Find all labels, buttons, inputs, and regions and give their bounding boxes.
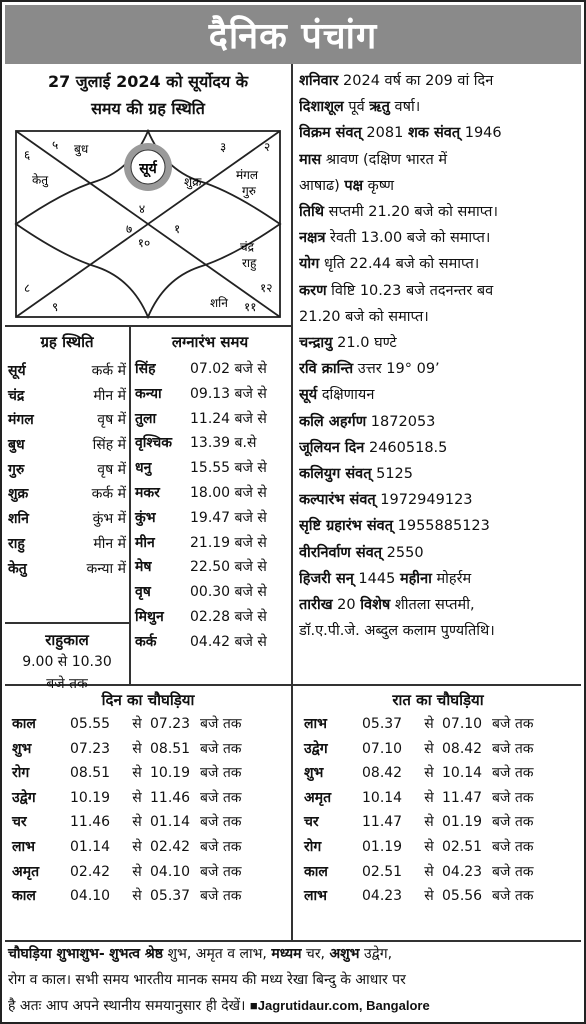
detail-maas: मास श्रावण (दक्षिण भारत में — [299, 151, 448, 168]
choghadiya-tak: बजे तक — [492, 863, 534, 880]
choghadiya-name: अमृत — [304, 789, 332, 806]
note-line3: है अतः आप अपने स्थानीय समयानुसार ही देखें। ■Jagrutidaur.com, Bangalore — [8, 998, 430, 1014]
rahukaal-time: 9.00 से 10.30 — [22, 654, 112, 670]
choghadiya-tak: बजे तक — [492, 765, 534, 782]
choghadiya-start: 05.37 — [362, 716, 403, 732]
choghadiya-end: 08.51 — [150, 740, 191, 757]
page-title: दैनिक पंचांग — [5, 5, 581, 64]
choghadiya-name: उद्वेग — [304, 740, 328, 757]
grah-name: मंगल — [8, 412, 34, 429]
choghadiya-name: काल — [304, 863, 328, 880]
lagnarambh-title: लग्नारंभ समय — [171, 333, 249, 351]
choghadiya-row — [12, 786, 260, 811]
choghadiya-tak: बजे तक — [200, 888, 242, 905]
detail-julian-day: जूलियन दिन 2460518.5 — [299, 439, 448, 456]
choghadiya-name: लाभ — [12, 838, 35, 855]
choghadiya-start: 08.51 — [70, 765, 111, 782]
choghadiya-se: से — [424, 814, 434, 831]
grah-row — [8, 507, 126, 532]
grah-row — [8, 532, 126, 557]
choghadiya-tak: बजे तक — [492, 814, 534, 831]
choghadiya-tak: बजे तक — [492, 838, 534, 855]
grah-rashi: वृष में — [97, 461, 126, 478]
choghadiya-se: से — [132, 814, 142, 831]
lagna-time: 02.28 बजे से — [190, 608, 267, 625]
lagna-name: वृष — [135, 584, 151, 601]
grah-name: बुध — [8, 437, 25, 454]
lagna-name: सिंह — [135, 361, 156, 377]
choghadiya-row — [304, 761, 552, 786]
kundli-house-10: ७ — [126, 222, 133, 236]
choghadiya-end: 07.10 — [442, 716, 483, 732]
lagna-row — [135, 456, 285, 481]
lagna-time: 07.02 बजे से — [190, 361, 267, 377]
lagna-row — [135, 605, 285, 630]
choghadiya-se: से — [424, 863, 434, 880]
detail-karan: करण विष्टि 10.23 बजे तदनन्तर बव — [299, 282, 494, 299]
detail-kali-ahargan: कलि अहर्गण 1872053 — [299, 413, 436, 430]
choghadiya-start: 04.23 — [362, 888, 403, 905]
lagna-name: मेष — [135, 559, 152, 576]
choghadiya-row — [304, 737, 552, 762]
surya-sun — [124, 143, 172, 191]
choghadiya-end: 02.51 — [442, 838, 483, 855]
detail-karan-cont: 21.20 बजे को समाप्त। — [299, 308, 429, 325]
lagna-row — [135, 580, 285, 605]
lagna-time: 21.19 बजे से — [190, 534, 267, 551]
kundli-shukra: शुक्र — [184, 175, 202, 189]
choghadiya-se: से — [132, 789, 142, 806]
lagnarambh-list — [135, 357, 285, 655]
day-choghadiya-title: दिन का चौघड़िया — [101, 691, 195, 709]
kundli-house-7: १० — [137, 236, 151, 250]
choghadiya-name: चर — [304, 814, 319, 831]
lagna-time: 19.47 बजे से — [190, 509, 267, 526]
choghadiya-end: 11.46 — [150, 789, 191, 806]
detail-vishesh-cont: डॉ.ए.पी.जे. अब्दुल कलाम पुण्यतिथि। — [299, 623, 495, 640]
grah-rashi: वृष में — [97, 412, 126, 429]
grah-row — [8, 433, 126, 458]
grah-rashi: कन्या में — [86, 560, 126, 577]
lagna-row — [135, 407, 285, 432]
choghadiya-start: 10.14 — [362, 789, 403, 806]
choghadiya-row — [12, 884, 260, 909]
choghadiya-tak: बजे तक — [200, 863, 242, 880]
detail-ravi-kranti: रवि क्रान्ति उत्तर 19° 09’ — [299, 361, 440, 378]
night-choghadiya-table — [304, 712, 552, 909]
choghadiya-row — [12, 712, 260, 737]
rahukaal-box — [8, 629, 126, 695]
grah-sthiti-title: ग्रह स्थिति — [40, 333, 94, 351]
choghadiya-end: 05.56 — [442, 888, 483, 905]
lagna-name: मकर — [135, 484, 160, 501]
choghadiya-start: 10.19 — [70, 789, 111, 806]
kundli-house-3: २ — [264, 140, 271, 154]
divider-day-night — [291, 684, 293, 940]
choghadiya-row — [304, 712, 552, 737]
choghadiya-row — [12, 835, 260, 860]
grah-row — [8, 458, 126, 483]
grah-row — [8, 408, 126, 433]
choghadiya-name: शुभ — [304, 765, 324, 782]
lagna-row — [135, 531, 285, 556]
day-choghadiya-table — [12, 712, 260, 909]
choghadiya-name: चर — [12, 814, 27, 831]
grah-rashi: कर्क में — [91, 363, 126, 379]
choghadiya-tak: बजे तक — [492, 740, 534, 757]
detail-kaliyug-samvat: कलियुग संवत् 5125 — [299, 466, 413, 483]
choghadiya-tak: बजे तक — [200, 814, 242, 831]
lagna-name: वृश्चिक — [135, 435, 173, 452]
choghadiya-se: से — [424, 740, 434, 757]
detail-dishashool: दिशाशूल पूर्व ऋतु वर्षा। — [299, 99, 421, 116]
lagna-time: 11.24 बजे से — [190, 410, 267, 427]
choghadiya-row — [12, 810, 260, 835]
lagna-time: 09.13 बजे से — [190, 385, 267, 402]
grah-sthiti-list — [8, 359, 126, 581]
choghadiya-se: से — [132, 838, 142, 855]
choghadiya-row — [12, 860, 260, 885]
divider-left-under-kundli — [5, 325, 291, 327]
choghadiya-row — [304, 786, 552, 811]
detail-chandrayu: चन्द्रायु 21.0 घण्टे — [299, 335, 397, 352]
lagna-row — [135, 382, 285, 407]
kundli-mangal: मंगल — [236, 168, 259, 182]
grah-rashi: सिंह में — [92, 437, 126, 454]
lagna-time: 22.50 बजे से — [190, 559, 267, 576]
choghadiya-se: से — [424, 888, 434, 905]
choghadiya-start: 04.10 — [70, 888, 111, 905]
grah-name: गुरु — [8, 461, 25, 478]
planet-position-title-line2: समय की ग्रह स्थिति — [91, 99, 205, 118]
choghadiya-se: से — [132, 765, 142, 782]
choghadiya-row — [304, 835, 552, 860]
detail-samvat: विक्रम संवत् 2081 शक संवत् 1946 — [299, 125, 502, 142]
detail-surya: सूर्य दक्षिणायन — [299, 387, 375, 404]
detail-yoga: योग धृति 22.44 बजे को समाप्त। — [299, 256, 480, 273]
kundli-ketu: केतु — [32, 173, 49, 187]
choghadiya-se: से — [132, 716, 142, 732]
grah-row — [8, 384, 126, 409]
lagna-row — [135, 481, 285, 506]
grah-row — [8, 359, 126, 384]
grah-name: केतु — [8, 560, 27, 577]
kundli-house-8: ९ — [52, 300, 59, 314]
choghadiya-name: रोग — [12, 765, 30, 782]
grah-name: चंद्र — [8, 387, 25, 404]
detail-weekday: शनिवार 2024 वर्ष का 209 वां दिन — [299, 73, 494, 89]
lagna-row — [135, 555, 285, 580]
lagna-time: 00.30 बजे से — [190, 584, 267, 601]
detail-srishti-samvat: सृष्टि ग्रहारंभ संवत् 1955885123 — [299, 518, 490, 535]
lagna-row — [135, 506, 285, 531]
choghadiya-end: 02.42 — [150, 838, 191, 855]
choghadiya-tak: बजे तक — [200, 789, 242, 806]
kundli-house-4: १ — [174, 222, 181, 236]
lagna-time: 15.55 बजे से — [190, 460, 267, 477]
lagna-time: 04.42 बजे से — [190, 633, 267, 650]
grah-rashi: मीन में — [93, 535, 126, 552]
note-line2: रोग व काल। सभी समय भारतीय मानक समय की मध्य रेखा बिन्दु के आधार पर — [8, 971, 406, 988]
choghadiya-name: काल — [12, 716, 36, 732]
kundli-surya: सूर्य — [139, 161, 157, 177]
lagna-name: धनु — [135, 460, 152, 477]
detail-nakshatra: नक्षत्र रेवती 13.00 बजे को समाप्त। — [299, 230, 491, 247]
choghadiya-end: 10.19 — [150, 765, 191, 782]
choghadiya-se: से — [132, 740, 142, 757]
lagna-name: मिथुन — [135, 608, 164, 625]
lagna-name: कर्क — [135, 633, 157, 650]
divider-grah-lagna — [129, 325, 131, 684]
choghadiya-name: अमृत — [12, 863, 40, 880]
lagna-time: 18.00 बजे से — [190, 484, 267, 501]
choghadiya-name: रोग — [304, 838, 322, 855]
choghadiya-tak: बजे तक — [200, 838, 242, 855]
choghadiya-end: 01.19 — [442, 814, 483, 831]
choghadiya-start: 01.14 — [70, 838, 111, 855]
kundli-house-12: ५ — [52, 138, 59, 152]
rahukaal-title: राहुकाल — [45, 631, 89, 649]
lagna-row — [135, 431, 285, 456]
kundli-house-6: ११ — [244, 300, 257, 314]
choghadiya-end: 08.42 — [442, 740, 483, 757]
choghadiya-se: से — [424, 765, 434, 782]
kundli-house-11: ६ — [24, 148, 31, 162]
grah-name: शनि — [8, 511, 29, 528]
choghadiya-row — [12, 737, 260, 762]
choghadiya-end: 11.47 — [442, 789, 483, 806]
kundli-house-9: ८ — [24, 281, 31, 295]
lagna-row — [135, 357, 285, 382]
lagna-time: 13.39 ब.से — [190, 435, 257, 452]
grah-rashi: कर्क में — [91, 486, 126, 503]
choghadiya-tak: बजे तक — [200, 740, 242, 757]
lagna-name: मीन — [135, 534, 155, 551]
grah-name: सूर्य — [8, 363, 26, 379]
kundli-house-5: १२ — [260, 281, 273, 295]
choghadiya-tak: बजे तक — [200, 765, 242, 782]
kundli-chart — [14, 129, 282, 319]
planet-position-title-line1: 27 जुलाई 2024 को सूर्योदय के — [47, 72, 249, 91]
choghadiya-se: से — [132, 863, 142, 880]
choghadiya-se: से — [424, 716, 434, 732]
choghadiya-se: से — [424, 789, 434, 806]
choghadiya-tak: बजे तक — [492, 716, 534, 732]
choghadiya-row — [12, 761, 260, 786]
choghadiya-end: 07.23 — [150, 716, 191, 732]
choghadiya-start: 08.42 — [362, 765, 403, 782]
choghadiya-tak: बजे तक — [200, 716, 242, 732]
kundli-house-2: ३ — [220, 140, 227, 154]
choghadiya-name: शुभ — [12, 740, 32, 757]
choghadiya-row — [304, 884, 552, 909]
choghadiya-start: 02.51 — [362, 863, 403, 880]
choghadiya-end: 10.14 — [442, 765, 483, 782]
night-choghadiya-title: रात का चौघड़िया — [392, 691, 484, 709]
choghadiya-start: 02.42 — [70, 863, 111, 880]
divider-main-vertical — [291, 64, 293, 684]
grah-rashi: कुंभ में — [92, 511, 126, 528]
choghadiya-note — [8, 942, 584, 1020]
choghadiya-end: 01.14 — [150, 814, 191, 831]
detail-hijri: हिजरी सन् 1445 महीना मोहर्रम — [299, 570, 472, 587]
choghadiya-start: 01.19 — [362, 838, 403, 855]
divider-rahu — [5, 622, 129, 624]
grah-row — [8, 482, 126, 507]
kundli-chandra: चंद्र — [240, 240, 254, 254]
detail-kalparambh-samvat: कल्पारंभ संवत् 1972949123 — [299, 492, 473, 509]
choghadiya-se: से — [132, 888, 142, 905]
choghadiya-start: 11.46 — [70, 814, 111, 831]
kundli-budh: बुध — [74, 142, 89, 156]
choghadiya-end: 05.37 — [150, 888, 191, 905]
choghadiya-end: 04.23 — [442, 863, 483, 880]
lagna-name: कन्या — [135, 385, 162, 402]
choghadiya-row — [304, 810, 552, 835]
planet-position-title — [8, 68, 288, 122]
choghadiya-name: लाभ — [304, 888, 327, 905]
lagna-row — [135, 630, 285, 655]
lagna-name: कुंभ — [135, 509, 156, 526]
choghadiya-se: से — [424, 838, 434, 855]
detail-veernirvan-samvat: वीरनिर्वाण संवत् 2550 — [299, 544, 424, 561]
grah-name: शुक्र — [8, 486, 29, 503]
detail-paksha: आषाढ) पक्ष कृष्ण — [299, 177, 394, 194]
choghadiya-tak: बजे तक — [492, 789, 534, 806]
rahukaal-suffix: बजे तक — [46, 676, 88, 692]
kundli-rahu: राहु — [242, 256, 257, 270]
choghadiya-start: 07.10 — [362, 740, 403, 757]
choghadiya-row — [304, 860, 552, 885]
kundli-shani: शनि — [210, 296, 228, 310]
choghadiya-name: उद्वेग — [12, 789, 36, 806]
grah-name: राहु — [8, 535, 25, 552]
choghadiya-end: 04.10 — [150, 863, 191, 880]
kundli-guru: गुरु — [242, 184, 256, 198]
note-line1: चौघड़िया शुभाशुभ- शुभत्व श्रेष्ठ शुभ, अमृत व लाभ, मध्यम चर, अशुभ उद्वेग, — [8, 946, 393, 962]
choghadiya-start: 11.47 — [362, 814, 403, 831]
panchang-details — [299, 68, 583, 644]
choghadiya-tak: बजे तक — [492, 888, 534, 905]
choghadiya-start: 07.23 — [70, 740, 111, 757]
choghadiya-start: 05.55 — [70, 716, 111, 732]
lagna-name: तुला — [135, 410, 157, 427]
grah-row — [8, 557, 126, 582]
kundli-house-1: ४ — [138, 202, 146, 216]
detail-tithi: तिथि सप्तमी 21.20 बजे को समाप्त। — [299, 204, 498, 221]
grah-rashi: मीन में — [93, 387, 126, 404]
detail-tarikh: तारीख 20 विशेष शीतला सप्तमी, — [299, 597, 475, 614]
choghadiya-name: लाभ — [304, 716, 327, 732]
brand-credit: ■Jagrutidaur.com, Bangalore — [249, 998, 430, 1013]
choghadiya-name: काल — [12, 888, 36, 905]
